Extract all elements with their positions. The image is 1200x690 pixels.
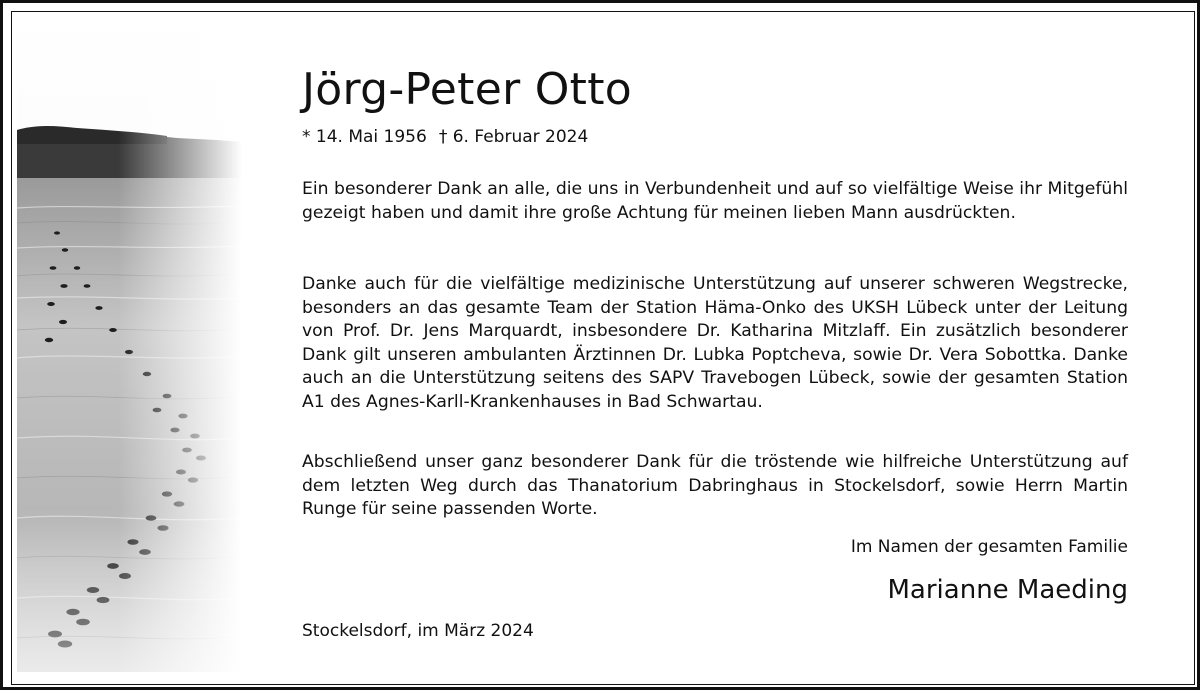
life-dates xyxy=(302,127,588,147)
signer-name: Marianne Maeding xyxy=(887,575,1128,605)
family-line: Im Namen der gesamten Familie xyxy=(850,537,1128,557)
birth-date: * 14. Mai 1956 xyxy=(302,127,427,147)
death-date: † 6. Februar 2024 xyxy=(438,127,589,147)
beach-footprints-photo xyxy=(17,18,242,672)
thanks-paragraph-2: Danke auch für die vielfältige medizinische Unterstützung auf unserer schweren Wegstrecke, besonders an das gesamte Team der Station Häma-Onko des UKSH Lübeck unter der Leitung von Prof. Dr. Jens Marquardt, insbesondere Dr. Katharina Mitzlaff. Ein zusätzlich besonderer Dank gilt unseren ambulanten Ärztinnen Dr. Lubka Poptcheva, sowie Dr. Vera Sobottka. Danke auch an die Unterstützung seitens des SAPV Travebogen Lübeck, sowie der gesamten Station A1 des Agnes-Karll-Krankenhauses in Bad Schwartau. xyxy=(302,274,1128,412)
place-and-date: Stockelsdorf, im März 2024 xyxy=(302,621,534,641)
deceased-name: Jörg-Peter Otto xyxy=(302,64,633,115)
thanks-paragraph-1: Ein besonderer Dank an alle, die uns in Verbundenheit und auf so vielfältige Weise ihr Mitgefühl gezeigt haben und damit ihre große Achtung für meinen lieben Mann ausdrückten. xyxy=(302,179,1128,223)
thanks-paragraph-3: Abschließend unser ganz besonderer Dank für die tröstende wie hilfreiche Unterstützung auf dem letzten Weg durch das Thanatorium Dabringhaus in Stockelsdorf, sowie Herrn Martin Runge für seine passenden Worte. xyxy=(302,452,1128,519)
